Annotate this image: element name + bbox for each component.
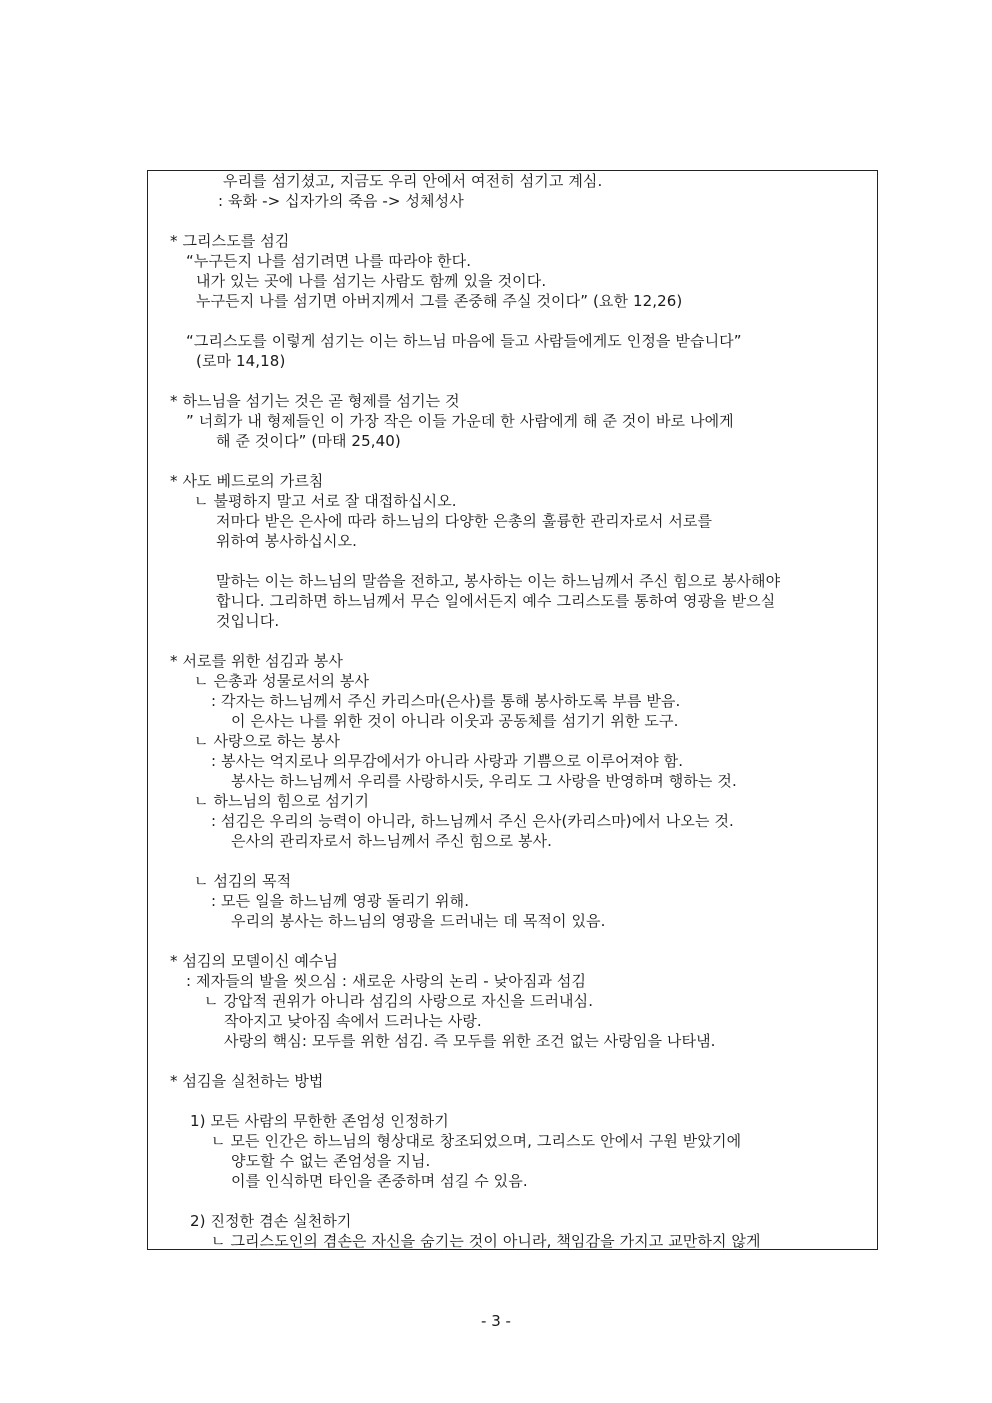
text-line: (로마 14,18) (196, 352, 286, 370)
list-item-heading: 1) 모든 사람의 무한한 존엄성 인정하기 (190, 1112, 449, 1130)
text-line: : 섬김은 우리의 능력이 아니라, 하느님께서 주신 은사(카리스마)에서 나오는 것. (211, 812, 734, 830)
text-line: 봉사는 하느님께서 우리를 사랑하시듯, 우리도 그 사랑을 반영하며 행하는 것. (231, 772, 737, 790)
section-heading: * 사도 베드로의 가르침 (170, 472, 324, 490)
text-line: 작아지고 낮아짐 속에서 드러나는 사랑. (224, 1012, 482, 1030)
text-line: 위하여 봉사하십시오. (216, 532, 358, 550)
text-line: 은사의 관리자로서 하느님께서 주신 힘으로 봉사. (231, 832, 553, 850)
text-line: 사랑의 핵심: 모두를 위한 섬김. 즉 모두를 위한 조건 없는 사랑임을 나타냄. (224, 1032, 716, 1050)
page-number: - 3 - (481, 1312, 511, 1330)
section-heading: * 섬김을 실천하는 방법 (170, 1072, 324, 1090)
text-line: ㄴ 모든 인간은 하느님의 형상대로 창조되었으며, 그리스도 안에서 구원 받았기에 (211, 1132, 742, 1150)
text-line: 것입니다. (216, 612, 280, 630)
text-line: : 모든 일을 하느님께 영광 돌리기 위해. (211, 892, 470, 910)
section-heading: * 그리스도를 섬김 (170, 232, 290, 250)
text-line: 내가 있는 곳에 나를 섬기는 사람도 함께 있을 것이다. (196, 272, 547, 290)
text-line: 이를 인식하면 타인을 존중하며 섬길 수 있음. (231, 1172, 528, 1190)
text-line: : 각자는 하느님께서 주신 카리스마(은사)를 통해 봉사하도록 부름 받음. (211, 692, 681, 710)
text-line: 해 준 것이다” (마태 25,40) (216, 432, 401, 450)
text-line: ㄴ 은총과 성물로서의 봉사 (194, 672, 370, 690)
section-heading: * 섬김의 모델이신 예수님 (170, 952, 339, 970)
section-heading: * 하느님을 섬기는 것은 곧 형제를 섬기는 것 (170, 392, 460, 410)
text-line: ㄴ 강압적 권위가 아니라 섬김의 사랑으로 자신을 드러내심. (204, 992, 594, 1010)
text-line: 누구든지 나를 섬기면 아버지께서 그를 존중해 주실 것이다” (요한 12,26) (196, 292, 683, 310)
text-line: ㄴ 하느님의 힘으로 섬기기 (194, 792, 370, 810)
text-line: ㄴ 섬김의 목적 (194, 872, 292, 890)
text-line: ㄴ 그리스도인의 겸손은 자신을 숨기는 것이 아니라, 책임감을 가지고 교만하지 않게 (211, 1232, 761, 1250)
text-line: 우리의 봉사는 하느님의 영광을 드러내는 데 목적이 있음. (231, 912, 606, 930)
content-box (147, 170, 878, 1250)
text-line: 이 은사는 나를 위한 것이 아니라 이웃과 공동체를 섬기기 위한 도구. (231, 712, 679, 730)
text-line: “그리스도를 이렇게 섬기는 이는 하느님 마음에 들고 사람들에게도 인정을 받습니다” (186, 332, 742, 350)
text-line: ” 너희가 내 형제들인 이 가장 작은 이들 가운데 한 사람에게 해 준 것이 바로 나에게 (186, 412, 734, 430)
text-line: 양도할 수 없는 존엄성을 지님. (231, 1152, 431, 1170)
text-line: 우리를 섬기셨고, 지금도 우리 안에서 여전히 섬기고 계심. (223, 172, 603, 190)
section-heading: * 서로를 위한 섬김과 봉사 (170, 652, 343, 670)
text-line: 말하는 이는 하느님의 말씀을 전하고, 봉사하는 이는 하느님께서 주신 힘으로 봉사해야 (216, 572, 781, 590)
text-line: 합니다. 그리하면 하느님께서 무슨 일에서든지 예수 그리스도를 통하여 영광을 받으실 (216, 592, 776, 610)
text-line: : 제자들의 발을 씻으심 : 새로운 사랑의 논리 - 낮아짐과 섬김 (186, 972, 587, 990)
text-line: : 육화 -> 십자가의 죽음 -> 성체성사 (218, 192, 464, 210)
text-line: 저마다 받은 은사에 따라 하느님의 다양한 은총의 훌륭한 관리자로서 서로를 (216, 512, 713, 530)
text-line: “누구든지 나를 섬기려면 나를 따라야 한다. (186, 252, 472, 270)
text-line: ㄴ 불평하지 말고 서로 잘 대접하십시오. (194, 492, 457, 510)
text-line: : 봉사는 억지로나 의무감에서가 아니라 사랑과 기쁨으로 이루어져야 함. (211, 752, 684, 770)
list-item-heading: 2) 진정한 겸손 실천하기 (190, 1212, 352, 1230)
text-line: ㄴ 사랑으로 하는 봉사 (194, 732, 340, 750)
